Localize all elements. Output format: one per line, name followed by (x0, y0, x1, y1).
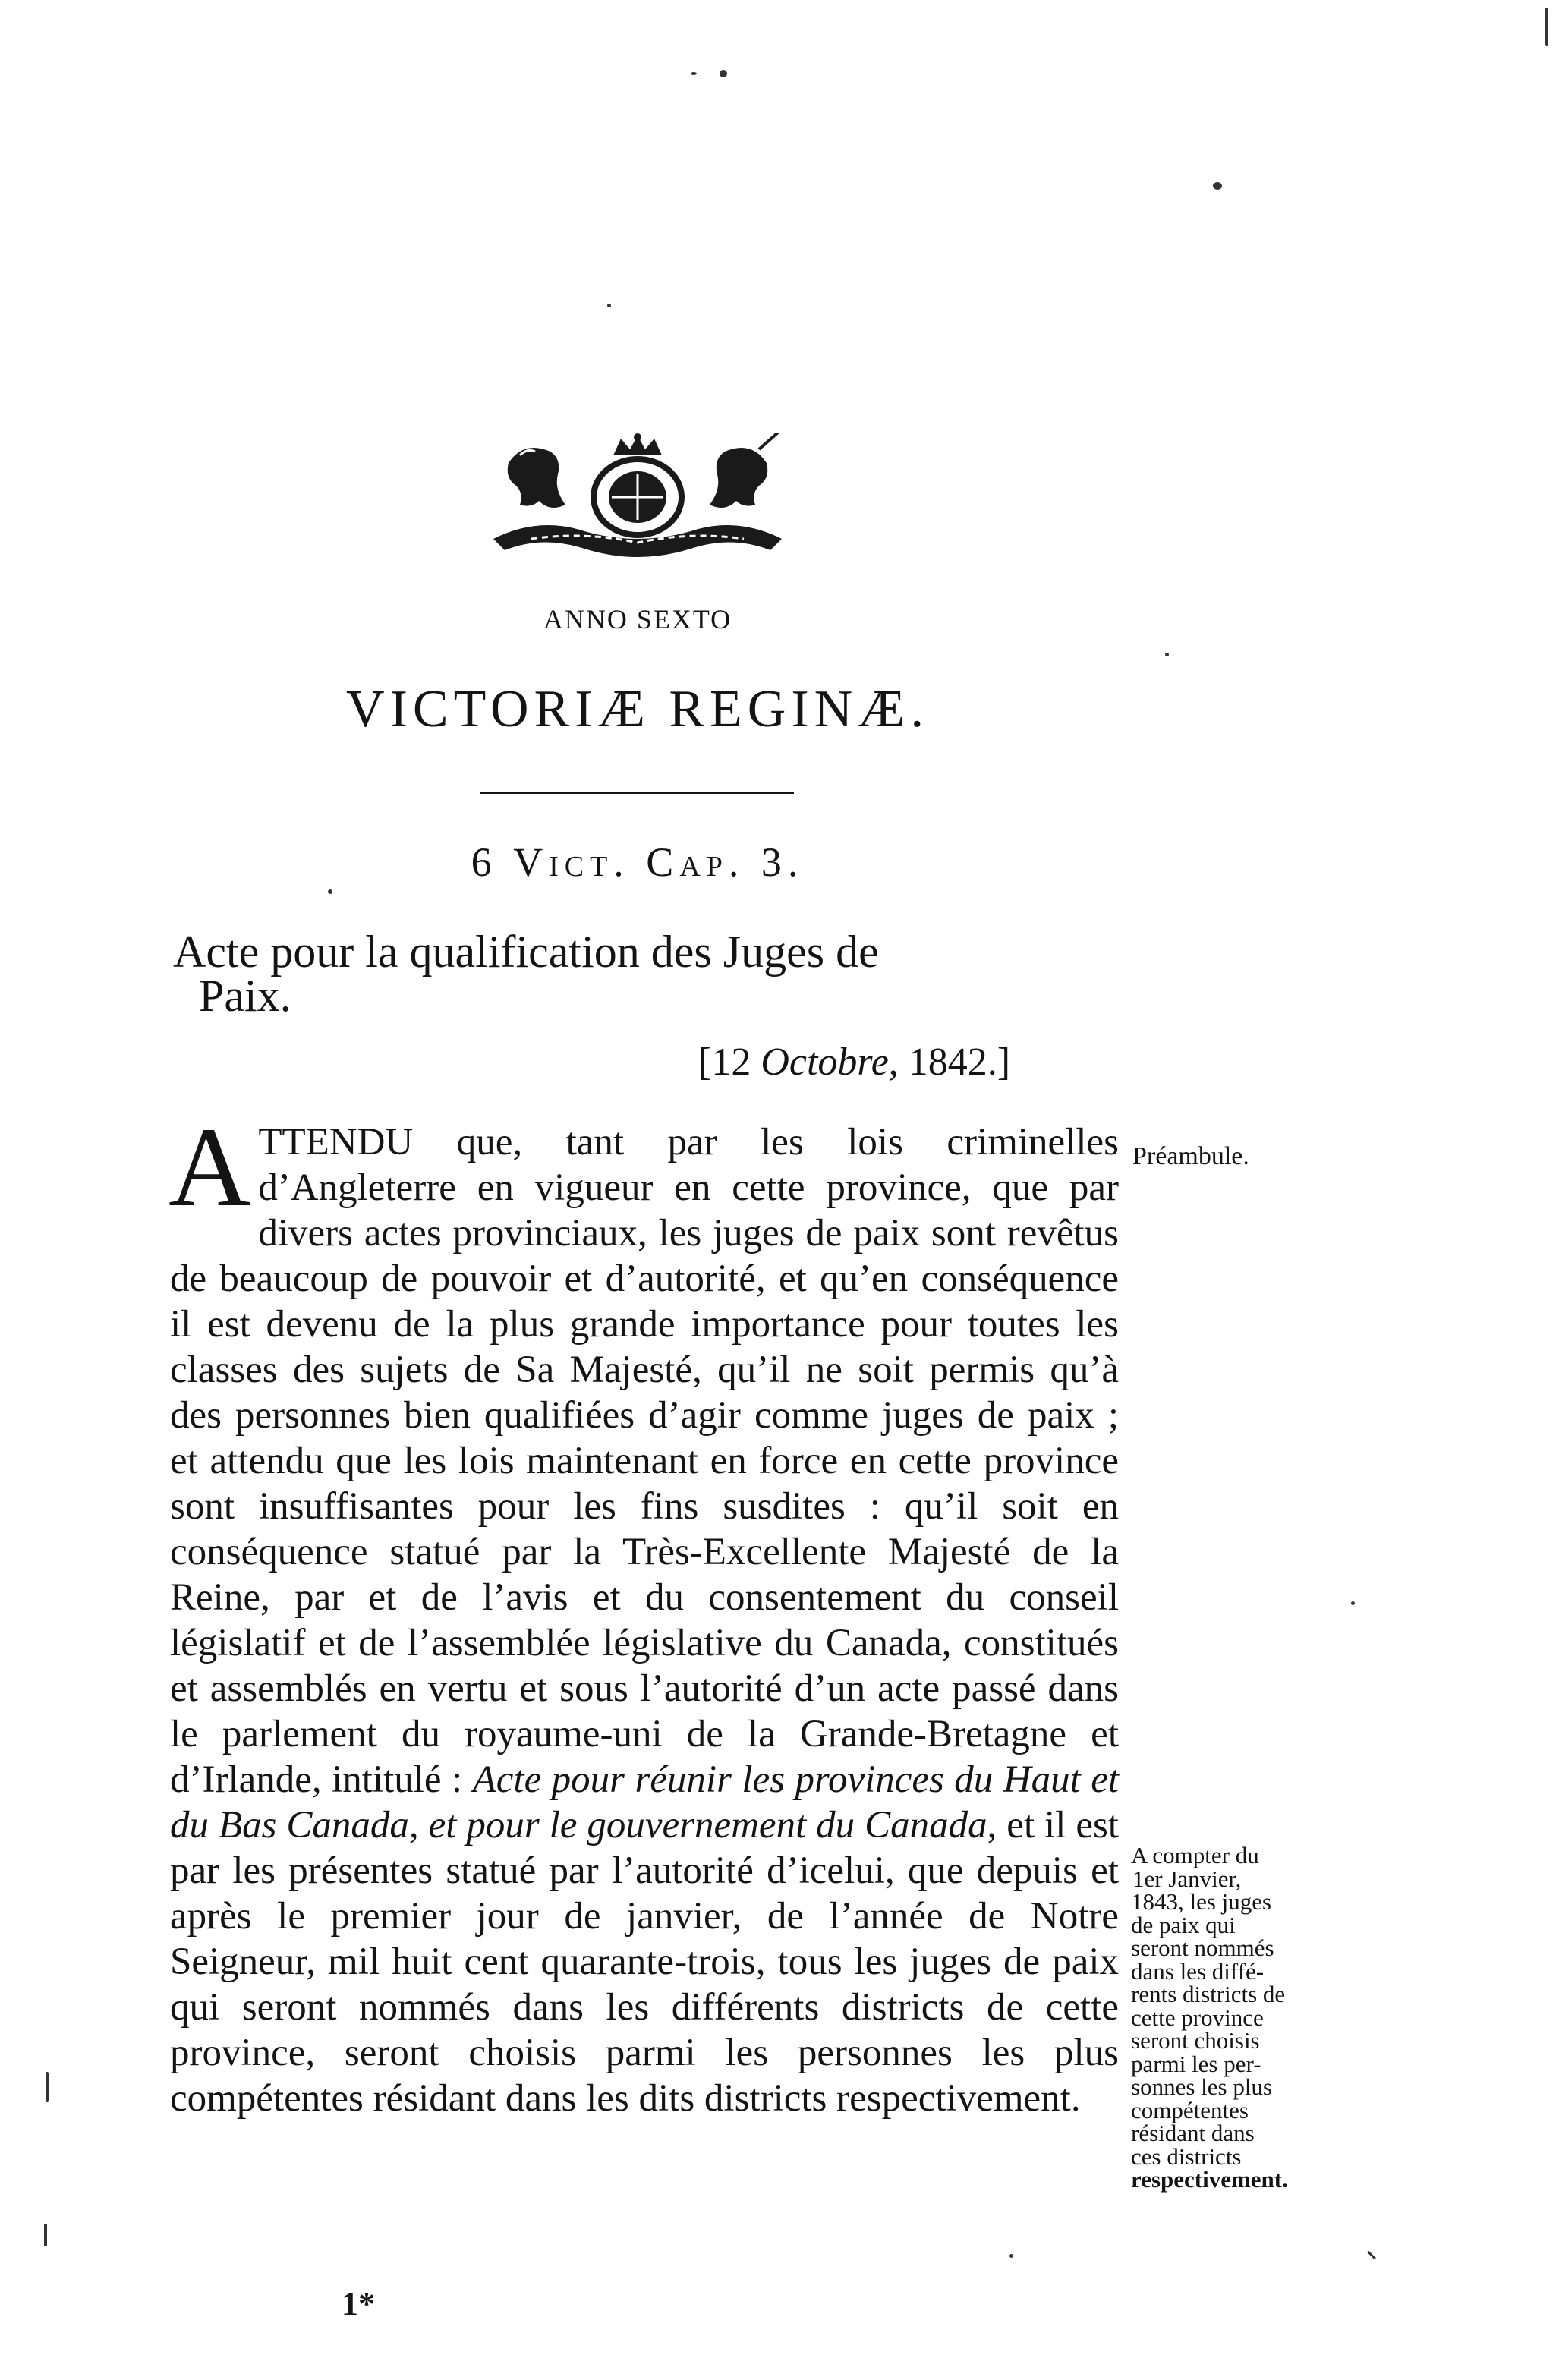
scan-speck (607, 304, 611, 307)
chapter-heading (0, 839, 1275, 886)
margin-note-line: compétentes (1131, 2096, 1249, 2123)
margin-note-line: 1843, les juges (1131, 1888, 1272, 1915)
date-close: , 1842.] (888, 1040, 1011, 1084)
scan-speck (1009, 2254, 1013, 2258)
margin-note-line: résidant dans (1131, 2120, 1255, 2146)
reign-heading: VICTORIÆ REGINÆ. (346, 680, 929, 738)
anno-heading: ANNO SEXTO (543, 604, 732, 634)
royal-coat-of-arms-icon (486, 433, 789, 562)
margin-note-line: 1er Janvier, (1132, 1865, 1242, 1892)
scan-speck (1545, 8, 1548, 46)
margin-note-line: dans les diffé- (1131, 1957, 1265, 1985)
scan-speck (46, 2072, 49, 2102)
scan-speck (720, 70, 727, 77)
margin-note-summary (1131, 1844, 1359, 2192)
date-month: Octobre (761, 1040, 889, 1084)
heading-divider (480, 792, 794, 794)
scan-speck (1367, 2250, 1376, 2259)
scan-speck (1351, 1601, 1355, 1605)
act-date (698, 1040, 1010, 1085)
drop-cap: A (168, 1104, 251, 1230)
signature-mark: 1* (342, 2285, 375, 2322)
act-title-line2: Paix. (199, 971, 291, 1021)
margin-note-line: rents districts de (1131, 1981, 1286, 2007)
chapter-text: 6 Vict. Cap. 3. (471, 839, 805, 885)
margin-note-line: de paix qui (1131, 1911, 1236, 1938)
act-title (173, 927, 1129, 1021)
scan-speck (1165, 653, 1169, 656)
margin-note-line: cette province (1131, 2004, 1264, 2031)
margin-note-preamble: Préambule. (1132, 1142, 1249, 1170)
scan-speck (44, 2224, 47, 2246)
margin-note-line: A compter du (1131, 1842, 1259, 1868)
margin-note-line: parmi les per- (1131, 2050, 1261, 2077)
act-body (168, 1104, 1120, 2121)
margin-note-line: ces districts (1131, 2142, 1242, 2170)
margin-note-line: seront choisis (1131, 2027, 1260, 2054)
margin-note-line: sonnes les plus (1131, 2073, 1272, 2100)
scan-speck (691, 72, 697, 75)
body-text-part2: , et il est par les présentes statué par l’autorité d’icelui, que depuis et après le premier jour de janvier, de l’année de Notre Seigneur, mil huit cent quarante-trois, tous les juges de paix qui seront nommés dans les différents districts de cette province, seront choisis parmi les personnes les plus compétentes résidant dans les dits districts respectivement. (170, 1804, 1119, 2120)
scan-speck (328, 889, 332, 894)
date-open: [12 (698, 1040, 761, 1084)
margin-note-line: seront nommés (1131, 1935, 1274, 1961)
body-text-italic: Acte pour réunir les provinces du Haut et du Bas Canada, et pour le gouvernement du Canada (170, 1758, 1120, 1846)
margin-note-line: respectivement. (1131, 2166, 1288, 2193)
act-title-line1: Acte pour la qualification des Juges de (173, 927, 879, 977)
scan-speck (1213, 182, 1222, 190)
body-text-part1: TTENDU que, tant par les lois criminelles d’Angleterre en vigueur en cette province, que par divers actes provinciaux, les juges de paix sont revêtus de beaucoup de pouvoir et d’autorité, et qu’en conséquence il est devenu de la plus grande importance pour toutes les classes des sujets de Sa Majesté, qu’il ne soit permis qu’à des personnes bien qualifiées d’agir comme juges de paix ; et attendu que les lois maintenant en force en cette province sont insuffisantes pour les fins susdites : qu’il soit en conséquence statué par la Très-Excellente Majesté de la Reine, par et de l’avis et du consentement du conseil législatif et de l’assemblée législative du Canada, constitués et assemblés en vertu et sous l’autorité d’un acte passé dans le parlement du royaume-uni de la Grande-Bretagne et d’Irlande, intitulé : (170, 1121, 1119, 1801)
